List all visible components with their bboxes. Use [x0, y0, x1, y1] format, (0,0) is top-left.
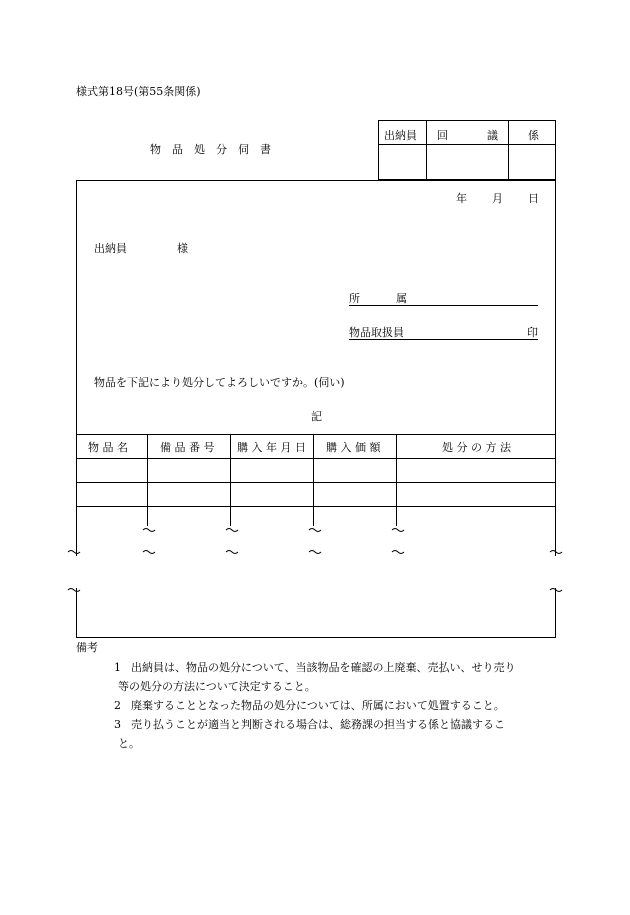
table-top-border — [76, 434, 556, 435]
date-year-label: 年 — [456, 192, 467, 205]
note-text: 売り払うことが適当と判断される場合は、総務課の担当する係と協議するこ — [131, 718, 505, 731]
approval-label-treasurer: 出納員 — [384, 129, 417, 142]
approval-label-circulation-b: 議 — [487, 129, 498, 142]
approval-label-circulation-a: 回 — [437, 129, 448, 142]
note-number: 1 — [114, 661, 121, 674]
approval-row-divider — [379, 144, 555, 145]
break-wave-mark — [392, 529, 404, 532]
break-wave-mark — [143, 551, 155, 554]
handler-underline — [349, 339, 538, 340]
seal-mark: 印 — [527, 326, 538, 339]
note-text: 出納員は、物品の処分について、当該物品を確認の上廃棄、売払い、せり売り — [131, 661, 516, 674]
header-disposal-method: 処 分 の 方 法 — [442, 441, 511, 454]
break-wave-mark — [226, 529, 238, 532]
break-wave-mark — [226, 551, 238, 554]
note-text-continued: 等の処分の方法について決定すること。 — [118, 680, 316, 693]
ki-label: 記 — [311, 410, 322, 423]
break-wave-mark — [309, 529, 321, 532]
note-number: 2 — [114, 699, 121, 712]
addressee-label: 出納員 — [94, 242, 127, 255]
table-col-divider — [313, 434, 314, 526]
frame-break-gap-left — [74, 556, 79, 588]
request-text: 物品を下記により処分してよろしいですか。(伺い) — [94, 376, 345, 389]
break-wave-mark — [550, 551, 562, 554]
note-number: 3 — [114, 718, 121, 731]
table-col-divider — [230, 434, 231, 526]
department-underline — [349, 305, 538, 306]
header-item-name: 物 品 名 — [88, 441, 128, 454]
break-wave-mark — [68, 551, 80, 554]
date-day-label: 日 — [528, 192, 539, 205]
break-wave-mark — [68, 589, 80, 592]
break-wave-mark — [143, 529, 155, 532]
frame-break-gap-right — [553, 556, 558, 588]
document-title: 物 品 処 分 伺 書 — [150, 143, 271, 156]
department-label-b: 属 — [396, 292, 407, 305]
approval-box — [378, 120, 556, 180]
form-number: 様式第18号(第55条関係) — [76, 85, 201, 98]
header-asset-number: 備 品 番 号 — [160, 441, 215, 454]
header-purchase-price: 購 入 価 額 — [326, 441, 381, 454]
table-col-divider — [396, 434, 397, 526]
break-wave-mark — [392, 551, 404, 554]
table-row-divider — [76, 506, 556, 507]
note-text: 廃棄することとなった物品の処分については、所属において処置すること。 — [131, 699, 505, 712]
table-header-bottom — [76, 458, 556, 459]
approval-label-section: 係 — [528, 129, 539, 142]
table-row-divider — [76, 482, 556, 483]
table-col-divider — [147, 434, 148, 526]
date-month-label: 月 — [492, 192, 503, 205]
break-wave-mark — [550, 589, 562, 592]
handler-label: 物品取扱員 — [349, 326, 404, 339]
break-wave-mark — [309, 551, 321, 554]
table-break-marks — [60, 520, 570, 600]
addressee-honorific: 様 — [177, 242, 188, 255]
header-purchase-date: 購 入 年 月 日 — [237, 441, 306, 454]
note-text-continued: と。 — [118, 737, 140, 750]
department-label-a: 所 — [349, 292, 360, 305]
notes-heading: 備考 — [76, 641, 98, 654]
